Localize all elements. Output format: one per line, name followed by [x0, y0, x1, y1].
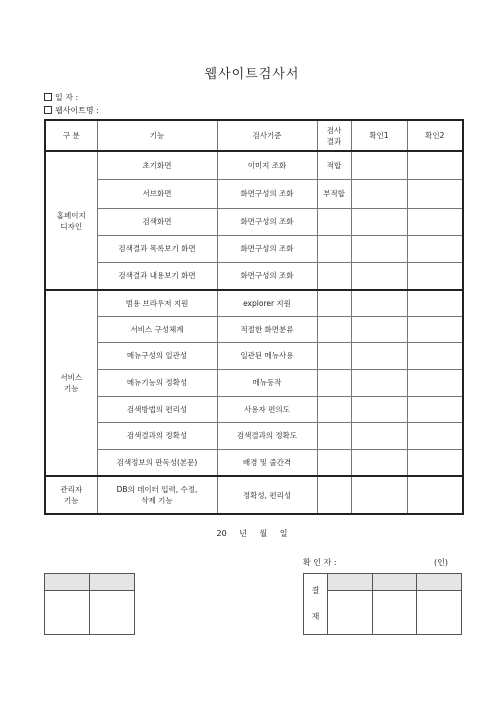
confirm2-cell [407, 422, 463, 449]
confirm2-cell [407, 396, 463, 422]
confirm2-cell [407, 476, 463, 514]
confirm2-cell [407, 151, 463, 179]
confirmer-label: 확 인 자 : [303, 558, 337, 567]
header-confirm2: 확인2 [407, 120, 463, 151]
group-label: 관리자 기능 [45, 476, 97, 514]
confirm1-cell [351, 290, 407, 316]
criteria-cell: 일관된 메뉴사용 [217, 342, 317, 369]
approval-sign-cell [417, 591, 462, 635]
confirm1-cell [351, 342, 407, 369]
result-cell [317, 422, 351, 449]
header-function: 기능 [97, 120, 217, 151]
confirm2-cell [407, 316, 463, 342]
criteria-cell: explorer 지원 [217, 290, 317, 316]
site-name-field: 웹사이트명 : [44, 105, 99, 116]
result-cell [317, 262, 351, 290]
result-cell [317, 476, 351, 514]
confirm1-cell [351, 476, 407, 514]
result-cell [317, 316, 351, 342]
criteria-cell: 화면구성의 조화 [217, 208, 317, 235]
criteria-cell: 화면구성의 조화 [217, 262, 317, 290]
confirm2-cell [407, 369, 463, 396]
confirm2-cell [407, 208, 463, 235]
document-title: 웹사이트검사서 [204, 67, 300, 82]
confirm1-cell [351, 179, 407, 208]
function-cell: 메뉴구성의 일관성 [97, 342, 217, 369]
approval-sign-cell [328, 591, 373, 635]
table-row [45, 208, 463, 235]
table-row [45, 235, 463, 262]
confirm2-cell [407, 262, 463, 290]
function-cell: 검색결과 목록보기 화면 [97, 235, 217, 262]
table-row [45, 151, 463, 179]
result-cell: 부적합 [317, 179, 351, 208]
left-signature-box [44, 573, 135, 635]
header-confirm1: 확인1 [351, 120, 407, 151]
sign-header-cell [90, 574, 135, 591]
function-cell: 서비스 구성체계 [97, 316, 217, 342]
function-cell: 검색방법의 편리성 [97, 396, 217, 422]
sign-cell [90, 591, 135, 635]
confirm1-cell [351, 235, 407, 262]
function-cell: 서브화면 [97, 179, 217, 208]
approval-box [303, 573, 462, 635]
confirm1-cell [351, 396, 407, 422]
function-cell: 초기화면 [97, 151, 217, 179]
criteria-cell: 적절한 화면분류 [217, 316, 317, 342]
criteria-cell: 메뉴동작 [217, 369, 317, 396]
result-cell: 적합 [317, 151, 351, 179]
result-cell [317, 290, 351, 316]
function-cell: 검색정보의 판독성(본문) [97, 449, 217, 476]
confirm2-cell [407, 342, 463, 369]
result-cell [317, 369, 351, 396]
confirm1-cell [351, 369, 407, 396]
table-row [45, 369, 463, 396]
group-label: 서비스 기능 [45, 290, 97, 476]
date-line: 20 년 월 일 [216, 529, 288, 538]
table-row [45, 476, 463, 514]
table-row [45, 316, 463, 342]
confirm1-cell [351, 422, 407, 449]
approval-label: 결 재 [304, 574, 328, 635]
table-row [45, 449, 463, 476]
function-cell: DB의 데이터 입력, 수정, 삭제 기능 [97, 476, 217, 514]
header-result: 검사 결과 [317, 120, 351, 151]
confirm2-cell [407, 179, 463, 208]
confirm1-cell [351, 316, 407, 342]
confirm1-cell [351, 208, 407, 235]
inspection-table [44, 119, 464, 515]
group-label: 홈페이지 디자인 [45, 151, 97, 290]
sign-cell [45, 591, 90, 635]
table-row [45, 396, 463, 422]
function-cell: 메뉴기능의 정확성 [97, 369, 217, 396]
date-field: 일 자 : [44, 92, 78, 103]
approval-header-cell [328, 574, 373, 591]
approval-header-cell [417, 574, 462, 591]
criteria-cell: 배경 및 줄간격 [217, 449, 317, 476]
result-cell [317, 235, 351, 262]
criteria-cell: 사용자 편의도 [217, 396, 317, 422]
table-row [45, 422, 463, 449]
header-division: 구 분 [45, 120, 97, 151]
function-cell: 검색화면 [97, 208, 217, 235]
confirm2-cell [407, 235, 463, 262]
function-cell: 검색결과의 정확성 [97, 422, 217, 449]
result-cell [317, 396, 351, 422]
criteria-cell: 검색결과의 정확도 [217, 422, 317, 449]
confirm1-cell [351, 151, 407, 179]
criteria-cell: 화면구성의 조화 [217, 235, 317, 262]
confirm2-cell [407, 449, 463, 476]
criteria-cell: 정확성, 편리성 [217, 476, 317, 514]
seal-mark: (인) [434, 558, 448, 567]
table-row [45, 290, 463, 316]
confirm2-cell [407, 290, 463, 316]
sign-header-cell [45, 574, 90, 591]
approval-sign-cell [372, 591, 417, 635]
confirm1-cell [351, 449, 407, 476]
table-row [45, 342, 463, 369]
confirm1-cell [351, 262, 407, 290]
result-cell [317, 449, 351, 476]
table-row [45, 262, 463, 290]
criteria-cell: 화면구성의 조화 [217, 179, 317, 208]
function-cell: 범용 브라우저 지원 [97, 290, 217, 316]
checkbox-icon [44, 106, 52, 114]
table-row [45, 179, 463, 208]
criteria-cell: 이미지 조화 [217, 151, 317, 179]
approval-header-cell [372, 574, 417, 591]
function-cell: 검색결과 내용보기 화면 [97, 262, 217, 290]
checkbox-icon [44, 93, 52, 101]
table-header-row [45, 120, 463, 151]
header-criteria: 검사기준 [217, 120, 317, 151]
result-cell [317, 208, 351, 235]
result-cell [317, 342, 351, 369]
